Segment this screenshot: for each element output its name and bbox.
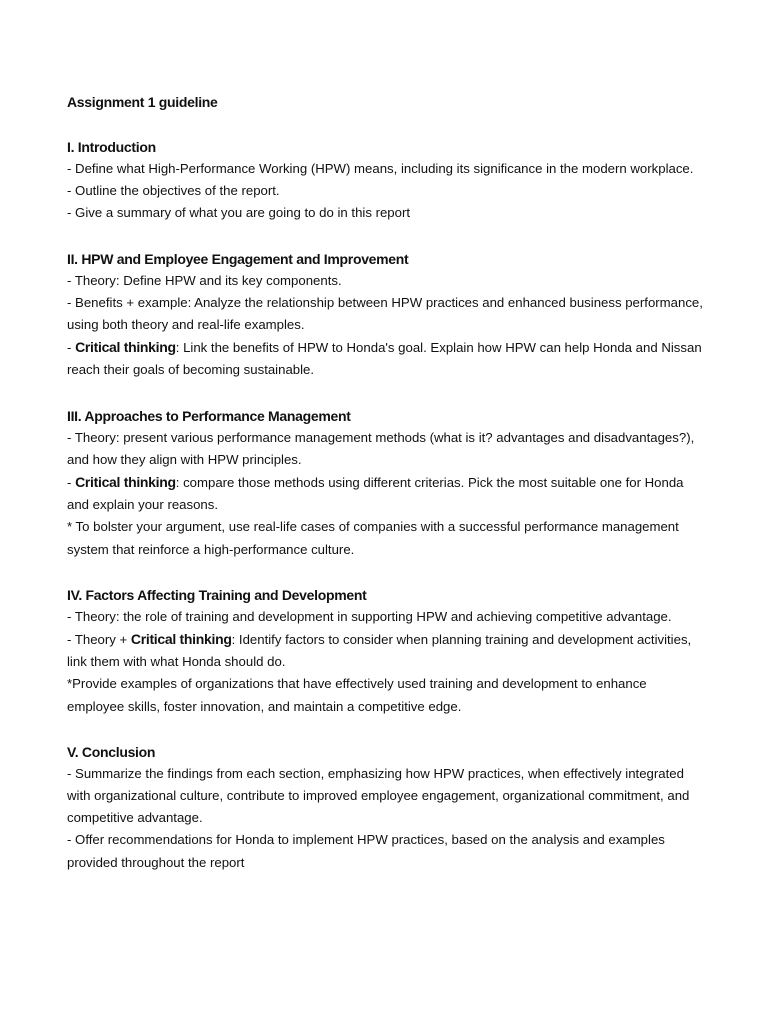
paragraph-prefix: - xyxy=(67,340,76,356)
paragraph xyxy=(67,628,707,673)
paragraph-text: : Link the benefits of HPW to Honda's goal. Explain how HPW can help Honda and Nissan reach their goals of becoming sustainable. xyxy=(67,340,702,378)
emphasis-critical-thinking: Critical thinking xyxy=(75,339,176,356)
paragraph-text: : Identify factors to consider when planning training and development activities, link them with what Honda should do. xyxy=(67,632,692,670)
emphasis-critical-thinking: Critical thinking xyxy=(75,474,176,491)
paragraph: - Offer recommendations for Honda to implement HPW practices, based on the analysis and examples provided throughout the report xyxy=(67,832,665,870)
paragraph xyxy=(67,471,707,516)
section-hpw-engagement xyxy=(67,248,707,382)
section-heading: IV. Factors Affecting Training and Development xyxy=(67,586,367,603)
paragraph: - Theory: Define HPW and its key components. xyxy=(67,272,342,288)
emphasis-critical-thinking: Critical thinking xyxy=(130,631,232,648)
paragraph: - Theory: present various performance management methods (what is it? advantages and disadvantages?), and how they align with HPW principles. xyxy=(67,429,695,467)
section-heading: II. HPW and Employee Engagement and Improvement xyxy=(67,250,409,267)
section-heading: V. Conclusion xyxy=(67,743,156,760)
paragraph-text: : compare those methods using different criterias. Pick the most suitable one for Honda and explain your reasons. xyxy=(67,475,684,513)
paragraph: - Define what High-Performance Working (HPW) means, including its significance in the modern workplace. xyxy=(67,161,694,176)
section-training-development xyxy=(67,584,707,718)
document-title: Assignment 1 guideline xyxy=(67,94,218,110)
document-page xyxy=(67,91,707,897)
section-heading: I. Introduction xyxy=(67,139,156,155)
section-introduction xyxy=(67,136,707,225)
section-performance-management xyxy=(67,405,707,561)
section-conclusion xyxy=(67,741,707,874)
paragraph: - Theory: the role of training and development in supporting HPW and achieving competitive advantage. xyxy=(67,608,672,624)
paragraph-prefix: - xyxy=(67,475,76,491)
paragraph: - Summarize the findings from each section, emphasizing how HPW practices, when effectively integrated with organizational culture, contribute to improved employee engagement, organizational commitment, and competitive advantage. xyxy=(67,765,690,826)
paragraph: *Provide examples of organizations that have effectively used training and development to enhance employee skills, foster innovation, and maintain a competitive edge. xyxy=(67,676,647,714)
paragraph-prefix: - Theory + xyxy=(67,632,131,648)
paragraph: - Benefits + example: Analyze the relationship between HPW practices and enhanced business performance, using both theory and real-life examples. xyxy=(67,294,703,333)
paragraph: - Outline the objectives of the report. xyxy=(67,183,280,199)
paragraph: * To bolster your argument, use real-life cases of companies with a successful performance management system that reinforce a high-performance culture. xyxy=(67,519,679,557)
paragraph xyxy=(67,336,707,381)
paragraph: - Give a summary of what you are going to do in this report xyxy=(67,205,411,221)
section-heading: III. Approaches to Performance Management xyxy=(67,407,351,424)
